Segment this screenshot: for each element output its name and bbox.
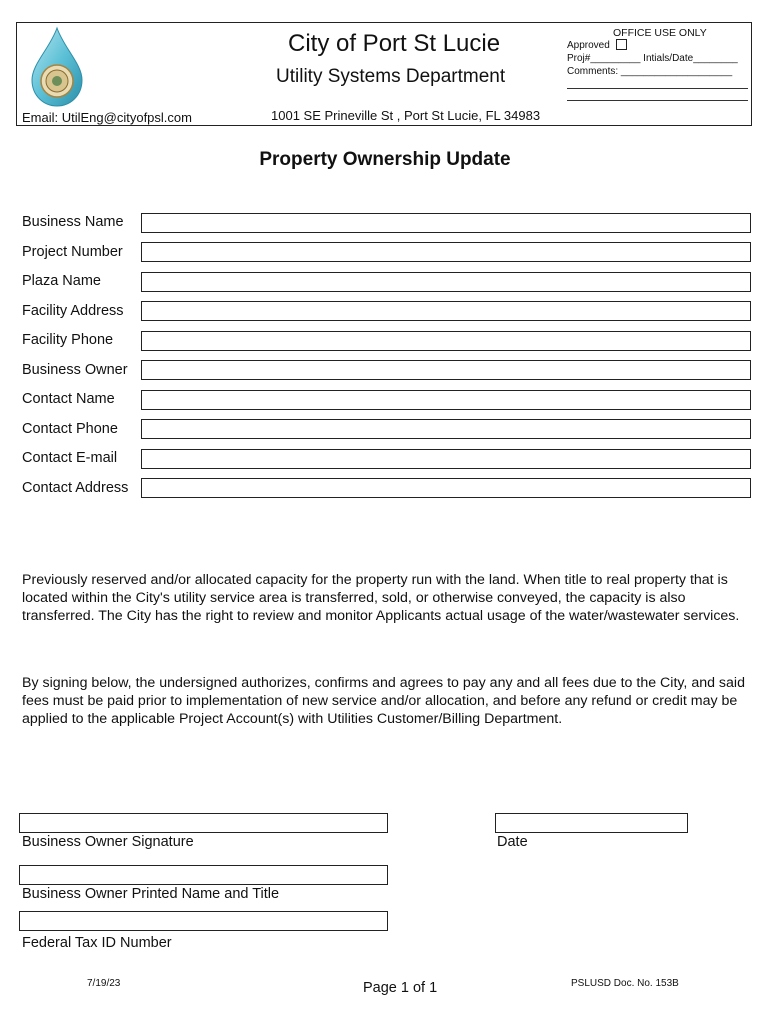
business-name-input[interactable] bbox=[141, 213, 751, 233]
office-use-title: OFFICE USE ONLY bbox=[613, 27, 707, 39]
field-label-facility-address: Facility Address bbox=[22, 303, 124, 319]
field-label-contact-address: Contact Address bbox=[22, 480, 129, 496]
comments-blank-line bbox=[567, 88, 748, 89]
comments-line: Comments: ____________________ bbox=[567, 66, 733, 77]
city-title: City of Port St Lucie bbox=[288, 30, 501, 57]
approved-checkbox[interactable] bbox=[616, 39, 627, 50]
contact-name-input[interactable] bbox=[141, 390, 751, 410]
contact-address-input[interactable] bbox=[141, 478, 751, 498]
printed-name-title-label: Business Owner Printed Name and Title bbox=[22, 886, 280, 902]
page-number: Page 1 of 1 bbox=[363, 980, 438, 996]
project-number-input[interactable] bbox=[141, 242, 751, 262]
owner-signature-label: Business Owner Signature bbox=[22, 834, 194, 850]
contact-phone-input[interactable] bbox=[141, 419, 751, 439]
field-label-business-owner: Business Owner bbox=[22, 362, 128, 378]
field-label-contact-phone: Contact Phone bbox=[22, 421, 118, 437]
field-label-plaza-name: Plaza Name bbox=[22, 273, 101, 289]
federal-tax-id-label: Federal Tax ID Number bbox=[22, 935, 172, 951]
comments-blank-line bbox=[567, 100, 748, 101]
capacity-transfer-paragraph: Previously reserved and/or allocated capacity for the property run with the land. When title to real property that is located within the City's utility service area is transferred, sold, or otherwise conveyed, the capacity is also transferred. The City has the right to review and monitor Applicants actual usage of the water/wastewater services. bbox=[22, 572, 740, 624]
field-label-project-number: Project Number bbox=[22, 244, 123, 260]
business-owner-input[interactable] bbox=[141, 360, 751, 380]
approved-label: Approved bbox=[567, 40, 610, 51]
field-label-contact-email: Contact E-mail bbox=[22, 450, 118, 466]
plaza-name-input[interactable] bbox=[141, 272, 751, 292]
department-address: 1001 SE Prineville St , Port St Lucie, FL 34983 bbox=[271, 108, 541, 123]
proj-initials-line: Proj#_________ Intials/Date________ bbox=[567, 53, 738, 64]
owner-signature-input[interactable] bbox=[19, 813, 388, 833]
footer-revision-date: 7/19/23 bbox=[87, 978, 121, 989]
date-label: Date bbox=[497, 834, 528, 850]
facility-phone-input[interactable] bbox=[141, 331, 751, 351]
form-title: Property Ownership Update bbox=[259, 149, 511, 170]
federal-tax-id-input[interactable] bbox=[19, 911, 388, 931]
fees-authorization-paragraph: By signing below, the undersigned authorizes, confirms and agrees to pay any and all fees due to the City, and said fees must be paid prior to implementation of new service and/or allocation, and before any refund or credit may be applied to the applicable Project Account(s) with Utilities Customer/Billing Department. bbox=[22, 675, 745, 727]
field-label-business-name: Business Name bbox=[22, 214, 124, 230]
water-drop-seal-icon bbox=[28, 26, 86, 108]
contact-email-input[interactable] bbox=[141, 449, 751, 469]
field-label-facility-phone: Facility Phone bbox=[22, 332, 114, 348]
contact-email[interactable]: Email: UtilEng@cityofpsl.com bbox=[22, 110, 192, 125]
date-input[interactable] bbox=[495, 813, 688, 833]
department-title: Utility Systems Department bbox=[276, 66, 506, 87]
document-number: PSLUSD Doc. No. 153B bbox=[571, 978, 679, 989]
printed-name-title-input[interactable] bbox=[19, 865, 388, 885]
field-label-contact-name: Contact Name bbox=[22, 391, 115, 407]
facility-address-input[interactable] bbox=[141, 301, 751, 321]
